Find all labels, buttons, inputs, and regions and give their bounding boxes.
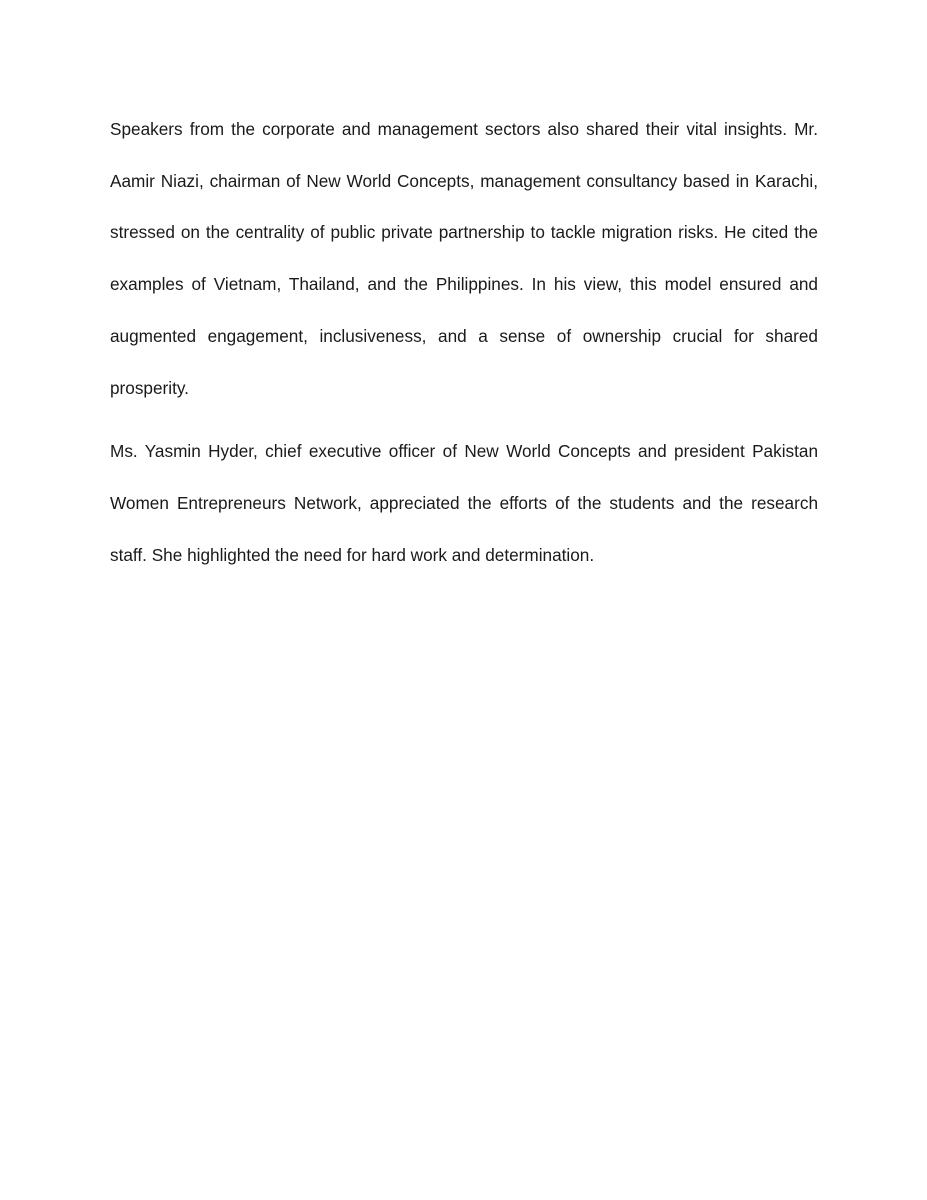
paragraph-yasmin-hyder: Ms. Yasmin Hyder, chief executive officer of New World Concepts and president Pakistan Women Entrepreneurs Network, appreciated the efforts of the students and the research staff. She highlighted the need for hard work and determination.	[110, 441, 818, 565]
document-body	[110, 104, 818, 581]
paragraph-corporate-speakers: Speakers from the corporate and management sectors also shared their vital insights. Mr. Aamir Niazi, chairman of New World Concepts, management consultancy based in Karachi, stressed on the centrality of public private partnership to tackle migration risks. He cited the examples of Vietnam, Thailand, and the Philippines. In his view, this model ensured and augmented engagement, inclusiveness, and a sense of ownership crucial for shared prosperity.	[110, 119, 818, 398]
